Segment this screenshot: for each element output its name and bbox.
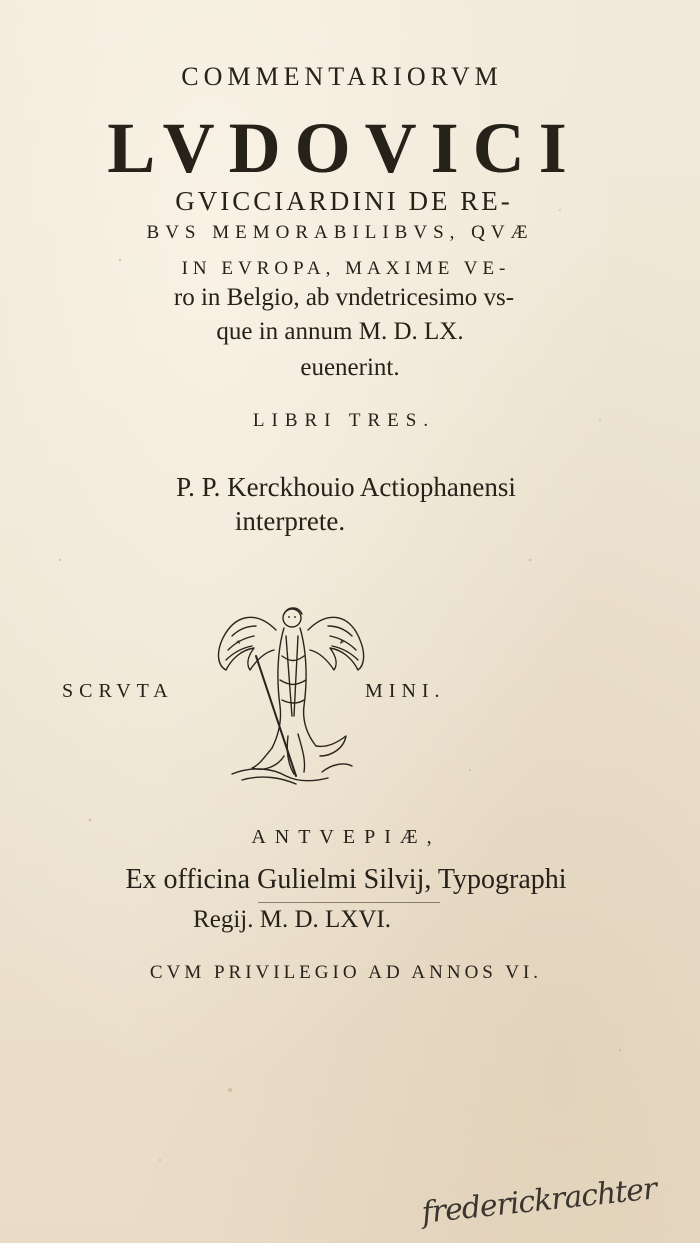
title-line-commentariorum: COMMENTARIORVM	[181, 62, 503, 91]
title-line-belgio: ro in Belgio, ab vndetricesimo vs-	[173, 284, 515, 311]
winged-figure-device-icon	[212, 596, 372, 792]
title-line-annum: que in annum M. D. LX.	[216, 318, 464, 345]
imprint-city: ANTVEPIÆ,	[251, 826, 441, 848]
imprint-date: Regij. M. D. LXVI.	[193, 906, 391, 933]
imprint-printer: Ex officina Gulielmi Silvij, Typographi	[125, 864, 567, 895]
translator-line: P. P. Kerckhouio Actiophanensi	[176, 472, 516, 502]
title-line-euenerint: euenerint.	[300, 354, 400, 381]
handwritten-signature: frederickrachter	[420, 1171, 658, 1231]
title-line-in-europa: IN EVROPA, MAXIME VE-	[181, 258, 511, 279]
title-line-memorabilibus: BVS MEMORABILIBVS, QVÆ	[146, 222, 534, 243]
title-line-ludovici: LVDOVICI	[107, 108, 581, 188]
motto-left: SCRVTA	[62, 680, 174, 702]
translator-role-line: interprete.	[234, 506, 346, 536]
title-line-guicciardini: GVICCIARDINI DE RE-	[175, 186, 513, 216]
motto-right: MINI.	[365, 680, 446, 702]
privilege-line: CVM PRIVILEGIO AD ANNOS VI.	[149, 962, 543, 983]
imprint-rule	[258, 902, 440, 903]
title-line-libri-tres: LIBRI TRES.	[252, 410, 436, 431]
